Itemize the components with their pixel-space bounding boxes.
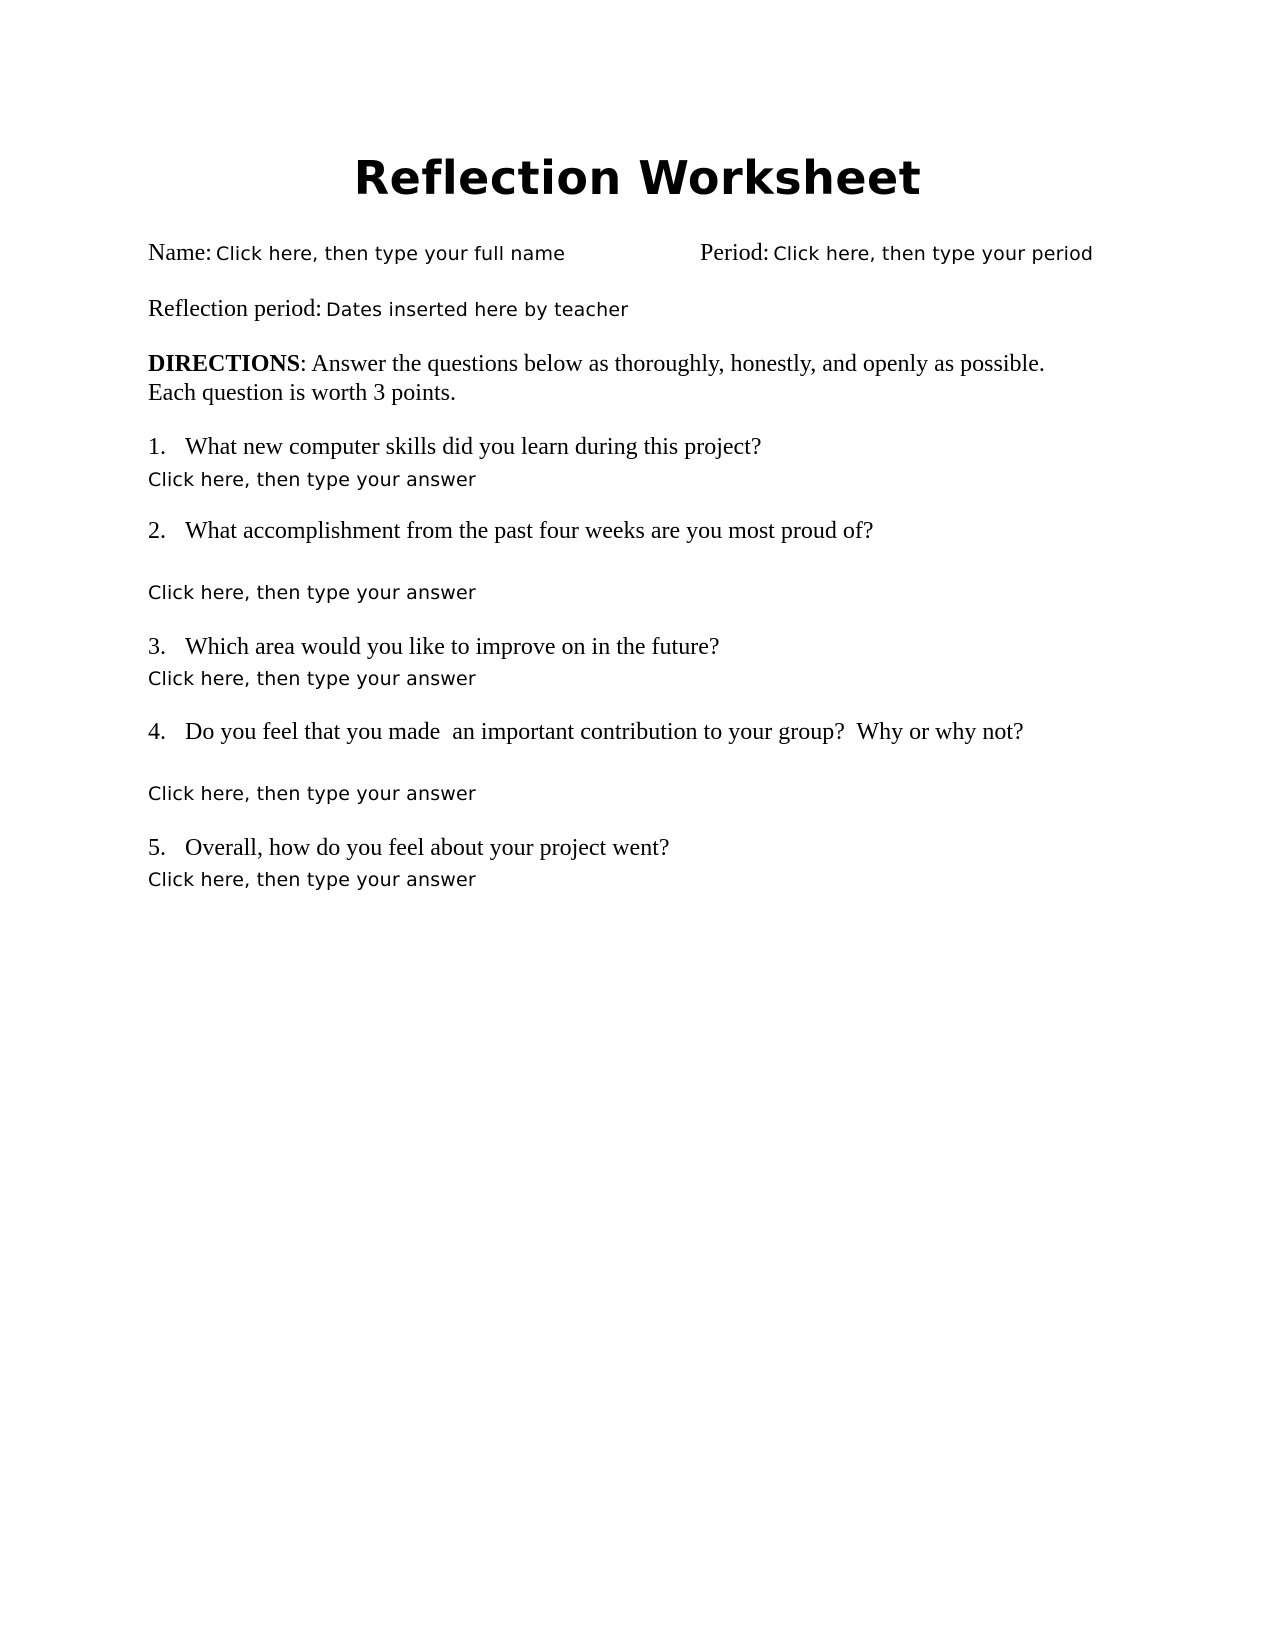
- directions-label: DIRECTIONS: [148, 351, 301, 377]
- question-1: [148, 433, 762, 461]
- answer-field-1[interactable]: Click here, then type your answer: [148, 469, 476, 491]
- answer-field-2[interactable]: Click here, then type your answer: [148, 582, 476, 604]
- reflection-period-field[interactable]: Dates inserted here by teacher: [325, 299, 629, 321]
- question-text: Overall, how do you feel about your project went?: [185, 835, 670, 861]
- name-field[interactable]: Click here, then type your full name: [215, 243, 566, 265]
- worksheet-title: Reflection Worksheet: [353, 151, 922, 205]
- question-2: [148, 517, 873, 545]
- question-number: 3.: [148, 634, 166, 660]
- period-row: [700, 239, 1093, 267]
- answer-field-4[interactable]: Click here, then type your answer: [148, 783, 476, 805]
- name-label: Name:: [148, 240, 212, 266]
- question-5: [148, 834, 670, 862]
- directions-line-1: [148, 350, 1045, 378]
- answer-field-5[interactable]: Click here, then type your answer: [148, 869, 476, 891]
- reflection-period-label: Reflection period:: [148, 296, 322, 322]
- question-3: [148, 633, 720, 661]
- question-number: 1.: [148, 434, 166, 460]
- question-number: 4.: [148, 719, 166, 745]
- directions-text: : Answer the questions below as thoroughly, honestly, and openly as possible.: [300, 351, 1045, 377]
- directions-line-2: Each question is worth 3 points.: [148, 380, 456, 406]
- question-text: What new computer skills did you learn during this project?: [185, 434, 762, 460]
- period-field[interactable]: Click here, then type your period: [773, 243, 1094, 265]
- name-row: [148, 239, 565, 267]
- reflection-period-row: [148, 295, 628, 323]
- question-text: Which area would you like to improve on in the future?: [185, 634, 720, 660]
- period-label: Period:: [700, 240, 770, 266]
- question-text: What accomplishment from the past four weeks are you most proud of?: [185, 518, 874, 544]
- answer-field-3[interactable]: Click here, then type your answer: [148, 668, 476, 690]
- question-4: [148, 718, 1024, 746]
- question-text: Do you feel that you made an important contribution to your group? Why or why not?: [185, 719, 1024, 745]
- question-number: 5.: [148, 835, 166, 861]
- question-number: 2.: [148, 518, 166, 544]
